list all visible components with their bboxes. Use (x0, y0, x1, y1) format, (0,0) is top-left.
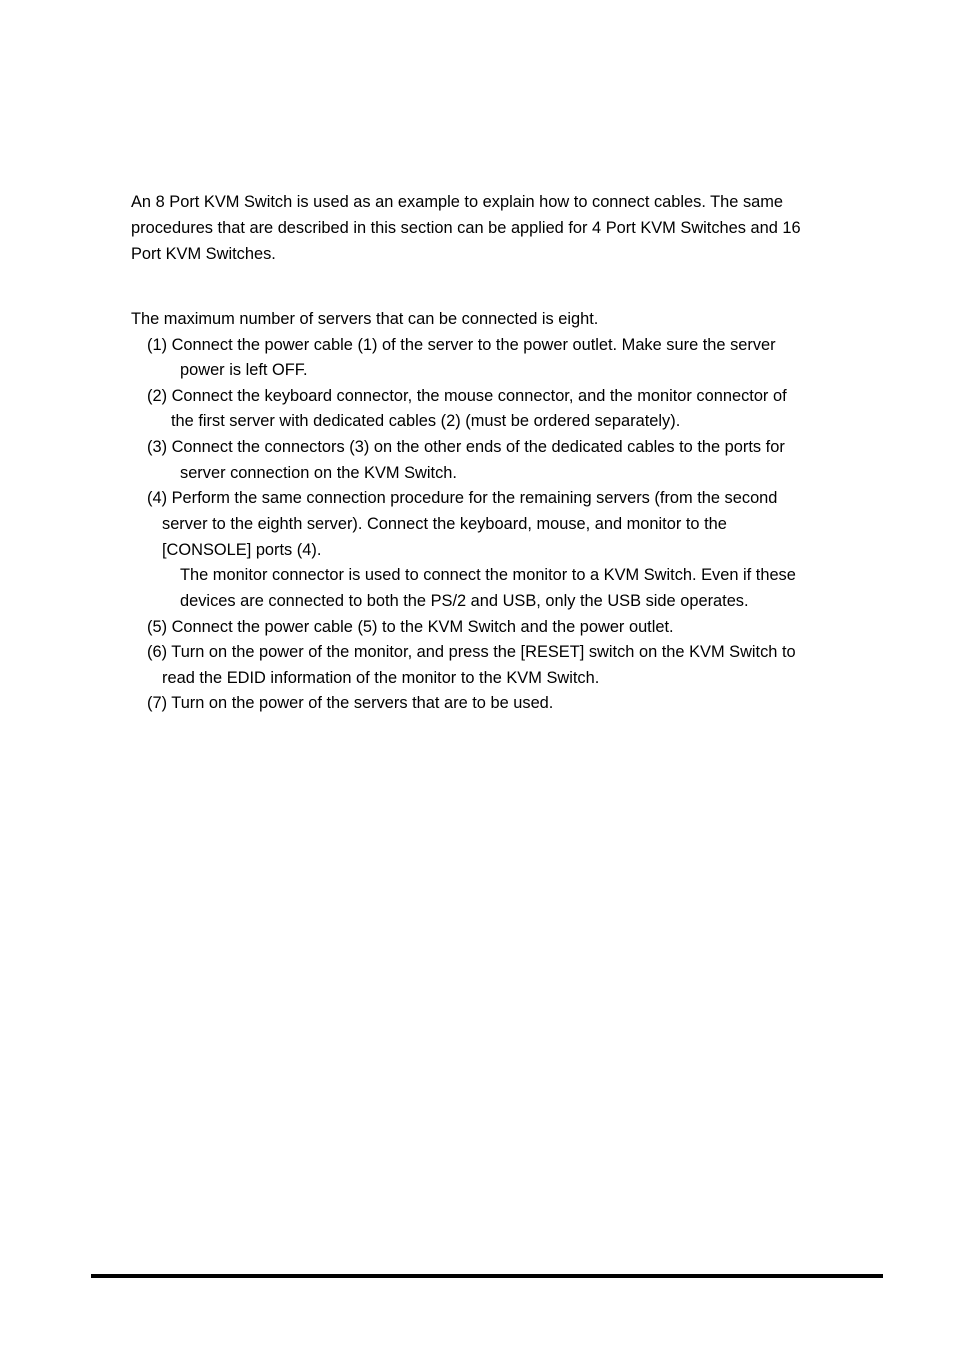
step-line: (6) Turn on the power of the monitor, and press the [RESET] switch on the KVM Switch to (147, 643, 796, 661)
step-line: read the EDID information of the monitor to the KVM Switch. (162, 669, 600, 687)
max-servers-text: The maximum number of servers that can be connected is eight. (131, 310, 599, 328)
intro-line: procedures that are described in this section can be applied for 4 Port KVM Switches and 16 (131, 219, 801, 237)
step-line: (7) Turn on the power of the servers that are to be used. (147, 694, 554, 712)
step-line: server to the eighth server). Connect the keyboard, mouse, and monitor to the (162, 515, 727, 533)
step-line: (3) Connect the connectors (3) on the other ends of the dedicated cables to the ports for (147, 438, 785, 456)
step-line: the first server with dedicated cables (2) (must be ordered separately). (171, 412, 681, 430)
step-line: power is left OFF. (180, 361, 308, 379)
step-line: (4) Perform the same connection procedure for the remaining servers (from the second (147, 489, 778, 507)
intro-line: Port KVM Switches. (131, 245, 276, 263)
step-note-line: devices are connected to both the PS/2 and USB, only the USB side operates. (180, 592, 749, 610)
footer-divider (91, 1274, 883, 1278)
step-line: (1) Connect the power cable (1) of the server to the power outlet. Make sure the server (147, 336, 776, 354)
step-line: (5) Connect the power cable (5) to the KVM Switch and the power outlet. (147, 618, 674, 636)
step-note-line: The monitor connector is used to connect the monitor to a KVM Switch. Even if these (180, 566, 796, 584)
step-line: server connection on the KVM Switch. (180, 464, 457, 482)
step-line: (2) Connect the keyboard connector, the mouse connector, and the monitor connector of (147, 387, 787, 405)
step-line: [CONSOLE] ports (4). (162, 541, 322, 559)
intro-line: An 8 Port KVM Switch is used as an example to explain how to connect cables. The same (131, 193, 784, 211)
